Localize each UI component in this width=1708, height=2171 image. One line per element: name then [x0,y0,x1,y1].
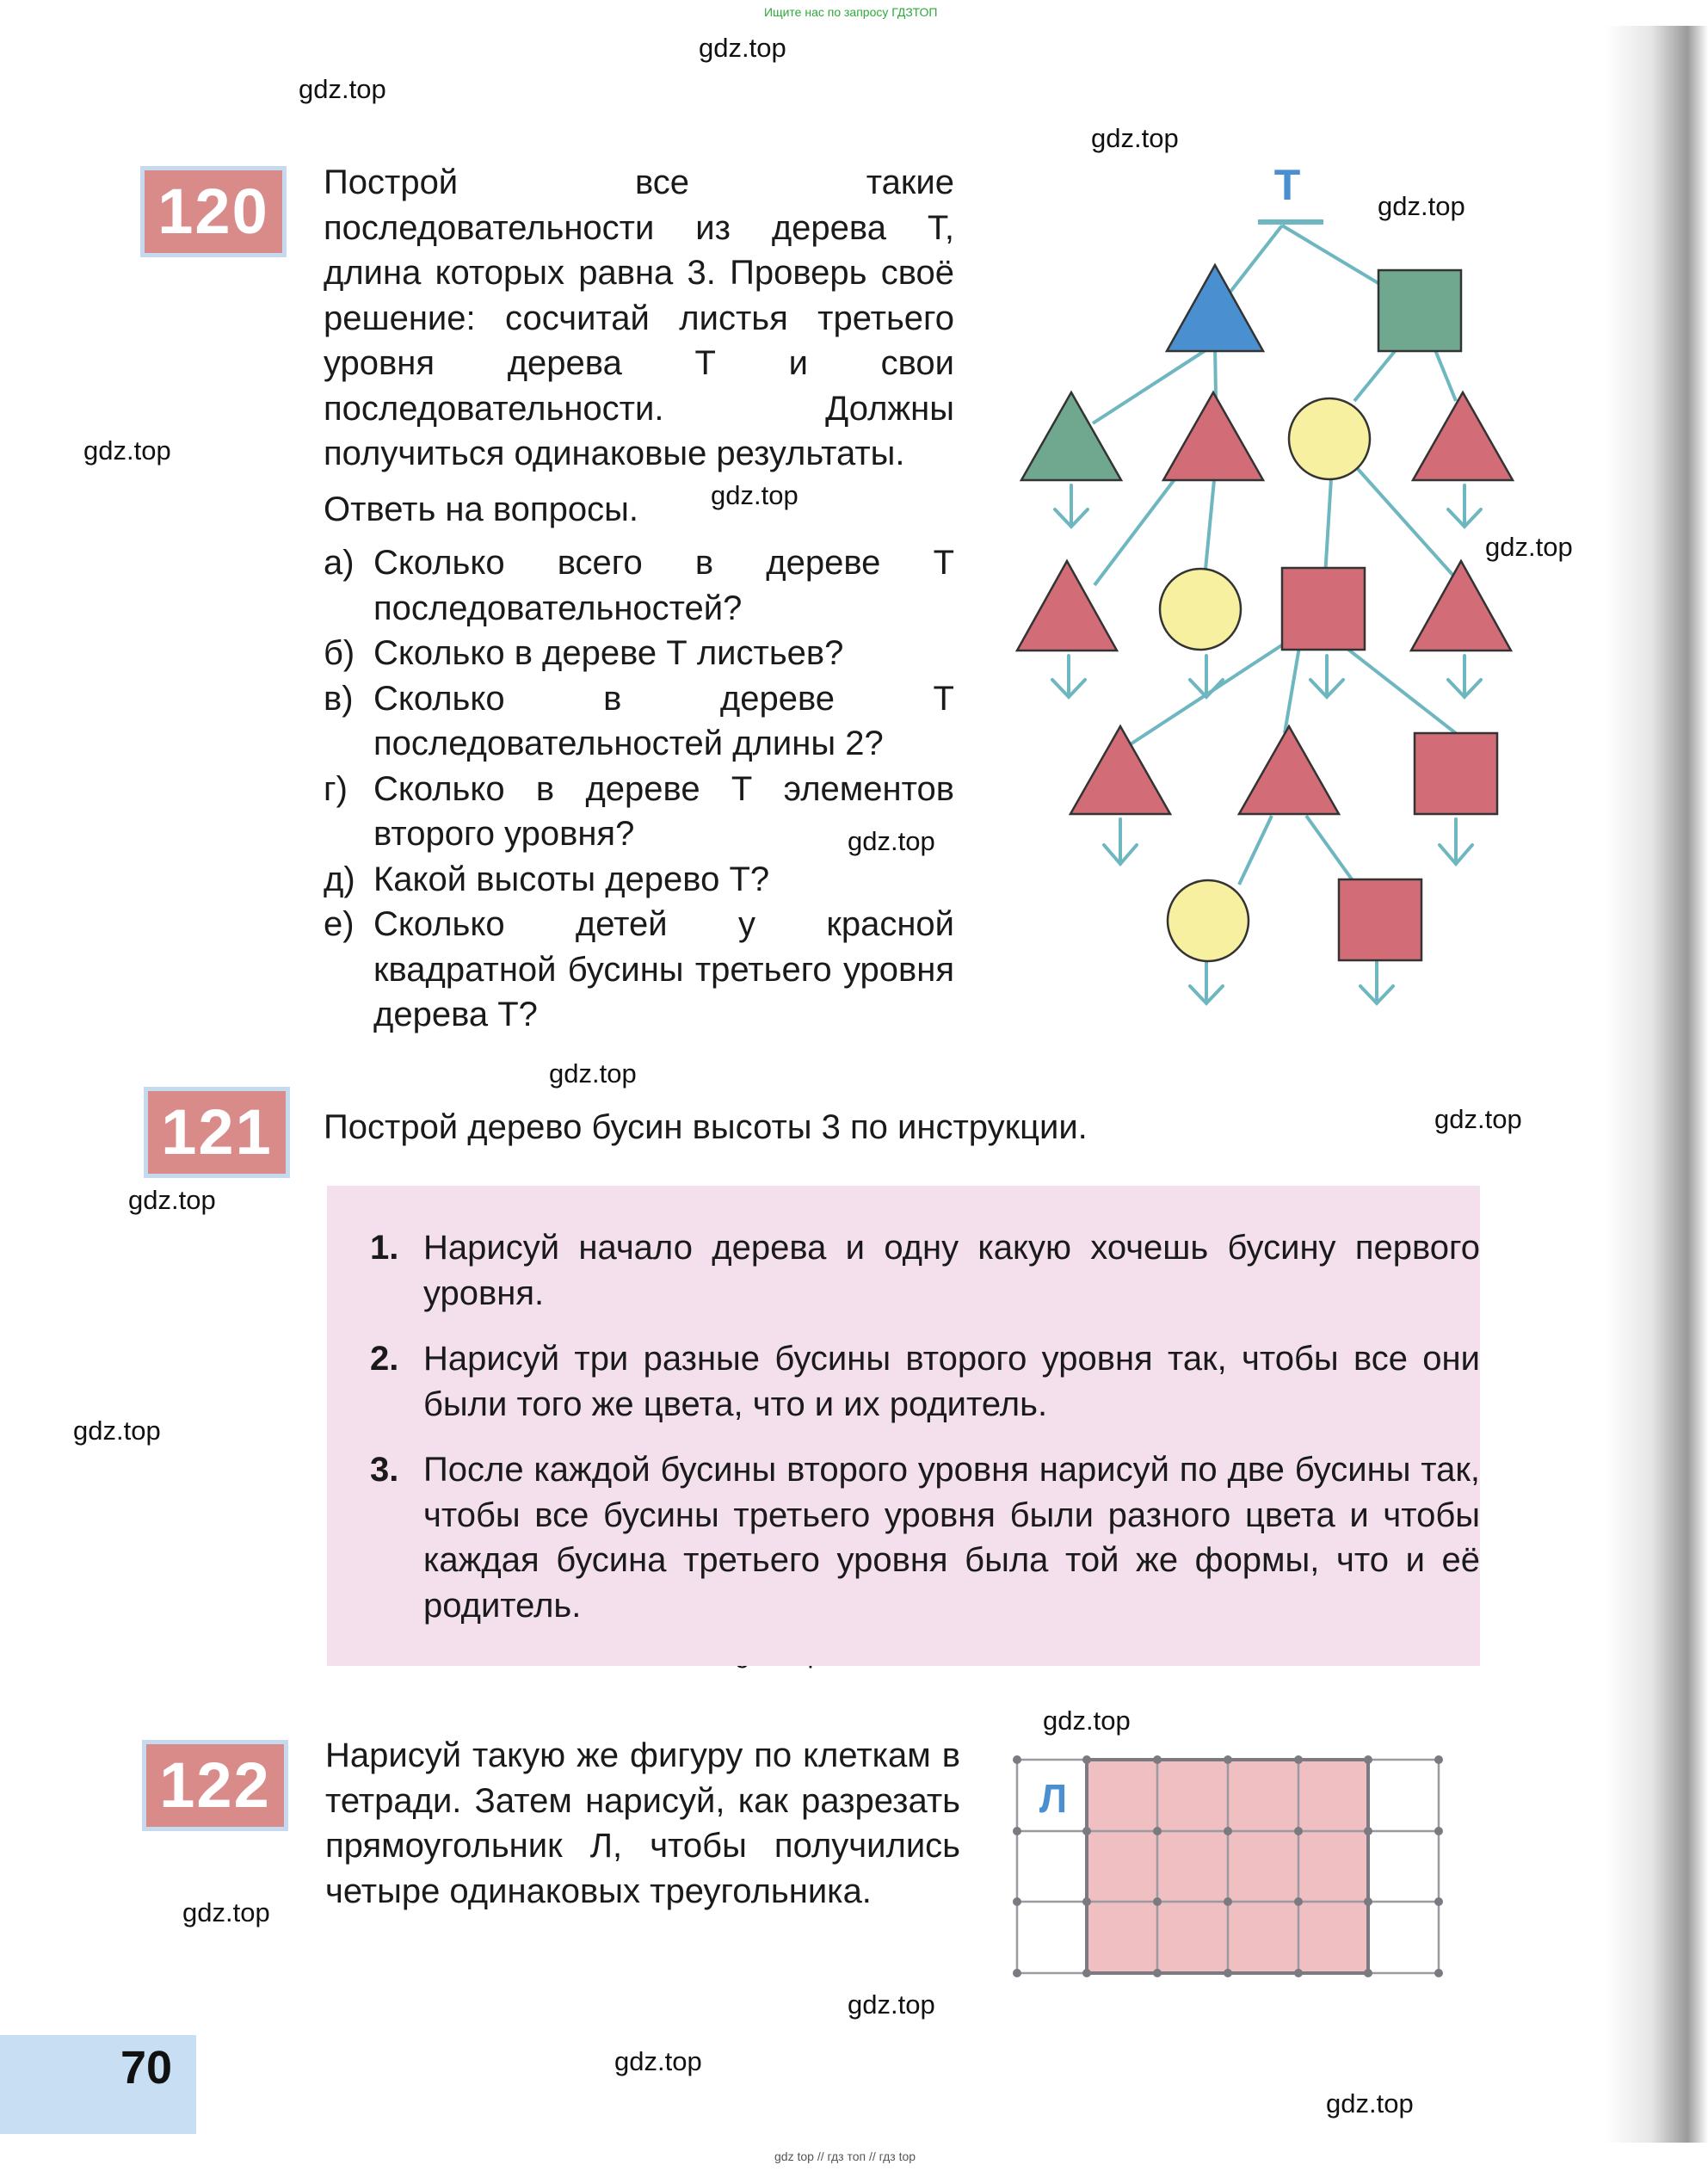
question-item [324,676,954,767]
question-mark: е) [324,905,355,943]
tree-root-label: Т [1273,161,1301,209]
question-item [324,631,954,676]
task-122-body: Нарисуй такую же фигуру по клеткам в тетради. Затем нарисуй, как разрезать прямоугольник Л, чтобы получились четыре одинаковых треугольника. [325,1736,960,1910]
question-text: Сколько в дереве Т последовательностей длины 2? [373,679,954,762]
watermark: gdz.top [182,1897,270,1927]
instruction-step [370,1447,1480,1628]
red-triangle-bead [1070,726,1170,814]
instruction-step [370,1225,1480,1316]
task-number-badge: 121 [148,1091,286,1174]
question-text: Какой высоты дерево Т? [373,860,770,898]
question-text: Сколько в дереве Т элементов второго уровня? [373,769,954,853]
task-number-badge: 122 [146,1744,284,1827]
header-note: Ищите нас по запросу ГДЗТОП [764,5,938,19]
watermark: gdz.top [848,826,935,856]
task-120-intro-text: Построй все такие последовательности из дерева Т, длина которых равна 3. Проверь своё решение: сосчитай листья третьего уровня дерева Т и свои последовательности. Должны получиться одинаковые результаты. [324,163,954,472]
watermark: gdz.top [1434,1104,1522,1134]
red-square-bead [1282,568,1365,650]
grid-lines [1017,1760,1439,1973]
question-mark: б) [324,634,355,672]
watermark: gdz.top [128,1185,216,1215]
watermark: gdz.top [83,435,171,466]
tree-root [1258,161,1323,222]
step-number: 1. [370,1229,399,1267]
watermark: gdz.top [614,2046,702,2076]
page-number: 70 [120,2042,173,2094]
step-number: 3. [370,1451,399,1489]
step-text: После каждой бусины второго уровня нарисуй по две бусины так, чтобы все бусины третьего уровня были разного цвета и чтобы каждая бусина третьего уровня была той же формы, что и её родитель. [423,1451,1480,1625]
footer-note: gdz top // гдз топ // гдз top [774,2149,916,2163]
yellow-circle-bead [1160,569,1241,650]
grid-label-L: Л [1039,1776,1068,1821]
watermark: gdz.top [1485,532,1573,562]
question-mark: д) [324,860,355,898]
step-number: 2. [370,1340,399,1378]
blue-triangle-bead [1167,265,1263,351]
watermark: gdz.top [1091,123,1179,153]
question-text: Сколько всего в дереве Т последовательностей? [373,544,954,627]
step-text: Нарисуй три разные бусины второго уровня так, чтобы все они были того же цвета, что и их родитель. [423,1340,1480,1423]
task-122-text [325,1733,960,1914]
question-item [324,767,954,857]
step-text: Нарисуй начало дерева и одну какую хочешь бусину первого уровня. [423,1229,1480,1312]
watermark: gdz.top [1326,2088,1414,2119]
task-121-intro: Построй дерево бусин высоты 3 по инструкции. [324,1108,1088,1146]
watermark: gdz.top [73,1415,161,1446]
red-square-bead [1339,879,1421,960]
instruction-step [370,1336,1480,1427]
red-triangle-bead [1163,392,1263,480]
green-triangle-bead [1021,392,1121,480]
question-text: Сколько детей у красной квадратной бусины третьего уровня дерева Т? [373,905,954,1033]
question-mark: а) [324,544,355,582]
yellow-circle-bead [1168,880,1249,961]
task-number-badge: 120 [145,170,282,253]
red-triangle-bead [1413,392,1513,480]
red-triangle-bead [1411,561,1511,651]
red-square-bead [1415,733,1497,814]
question-mark: г) [324,769,348,808]
grid-figure [1007,1749,1454,1981]
watermark: gdz.top [549,1058,637,1089]
watermark: gdz.top [711,480,799,510]
red-triangle-bead [1239,726,1339,814]
watermark: gdz.top [848,1989,935,2020]
watermark: gdz.top [299,74,386,104]
task-120-questions [324,540,954,1038]
watermark: gdz.top [1378,191,1465,221]
question-item [324,540,954,631]
question-text: Сколько в дереве Т листьев? [373,634,844,672]
watermark: gdz.top [699,33,786,63]
yellow-circle-bead [1289,398,1370,479]
page-binding-shadow [1605,26,1708,2143]
question-mark: в) [324,679,354,718]
task-120-prompt: Ответь на вопросы. [324,490,638,528]
question-item [324,857,954,903]
green-square-bead [1378,270,1461,351]
watermark: gdz.top [1043,1705,1131,1736]
question-item [324,902,954,1038]
task-120-intro [324,160,954,532]
bead-tree-diagram [998,155,1532,1033]
